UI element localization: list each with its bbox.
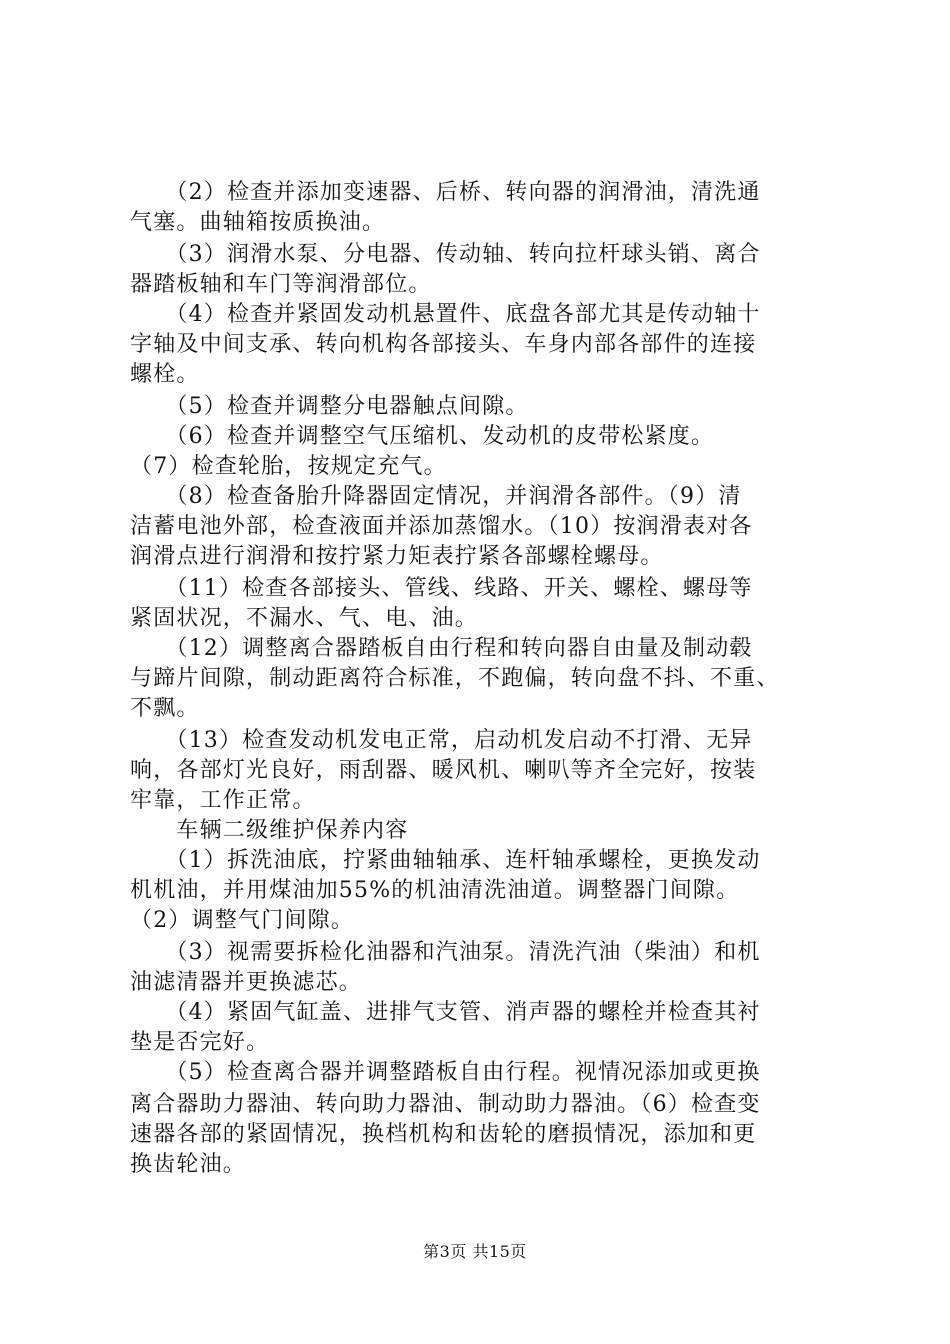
text-line: 离合器助力器油、转向助力器油、制动助力器油。（6）检查变 — [130, 1092, 761, 1117]
text-line: 字轴及中间支承、转向机构各部接头、车身内部各部件的连接 — [130, 332, 757, 357]
text-line: 螺栓。 — [130, 362, 200, 387]
text-line: （8）检查备胎升降器固定情况，并润滑各部件。（9）清 — [130, 484, 742, 509]
text-line: 油滤清器并更换滤芯。 — [130, 970, 363, 995]
text-line: （2）检查并添加变速器、后桥、转向器的润滑油，清洗通 — [130, 180, 761, 205]
page-footer: 第3页 共15页 — [423, 1242, 527, 1261]
text-line: 不飘。 — [130, 696, 200, 721]
text-line: （2）调整气门间隙。 — [130, 908, 354, 933]
text-line: （13）检查发动机发电正常，启动机发启动不打滑、无异 — [130, 728, 753, 753]
text-line: （12）调整离合器踏板自由行程和转向器自由量及制动毂 — [130, 636, 753, 661]
text-line: 与蹄片间隙，制动距离符合标准，不跑偏，转向盘不抖、不重、 — [130, 666, 780, 691]
text-line: 气塞。曲轴箱按质换油。 — [130, 210, 386, 235]
text-line: （4）紧固气缸盖、进排气支管、消声器的螺栓并检查其衬 — [130, 1000, 761, 1025]
text-line: （5）检查并调整分电器触点间隙。 — [130, 394, 529, 419]
text-line: 牢靠，工作正常。 — [130, 788, 316, 813]
text-line: （1）拆洗油底，拧紧曲轴轴承、连杆轴承螺栓，更换发动 — [130, 848, 761, 873]
section-heading: 车辆二级维护保养内容 — [130, 818, 409, 843]
text-line: 换齿轮油。 — [130, 1152, 247, 1177]
text-line: 润滑点进行润滑和按拧紧力矩表拧紧各部螺栓螺母。 — [130, 544, 664, 569]
text-line: 洁蓄电池外部，检查液面并添加蒸馏水。（10）按润滑表对各 — [130, 514, 753, 539]
text-line: 机机油，并用煤油加55%的机油清洗油道。调整器门间隙。 — [130, 878, 740, 903]
text-line: （6）检查并调整空气压缩机、发动机的皮带松紧度。 — [130, 424, 715, 449]
text-line: 垫是否完好。 — [130, 1030, 270, 1055]
text-line: （3）视需要拆检化油器和汽油泵。清洗汽油（柴油）和机 — [130, 940, 761, 965]
text-line: （4）检查并紧固发动机悬置件、底盘各部尤其是传动轴十 — [130, 302, 761, 327]
text-line: （5）检查离合器并调整踏板自由行程。视情况添加或更换 — [130, 1060, 761, 1085]
text-line: （3）润滑水泵、分电器、传动轴、转向拉杆球头销、离合 — [130, 242, 761, 267]
text-line: 器踏板轴和车门等润滑部位。 — [130, 272, 432, 297]
text-line: （11）检查各部接头、管线、线路、开关、螺栓、螺母等 — [130, 576, 753, 601]
text-line: 响，各部灯光良好，雨刮器、暖风机、喇叭等齐全完好，按装 — [130, 758, 757, 783]
text-line: （7）检查轮胎，按规定充气。 — [130, 454, 447, 479]
text-line: 速器各部的紧固情况，换档机构和齿轮的磨损情况，添加和更 — [130, 1122, 757, 1147]
text-line: 紧固状况，不漏水、气、电、油。 — [130, 606, 479, 631]
